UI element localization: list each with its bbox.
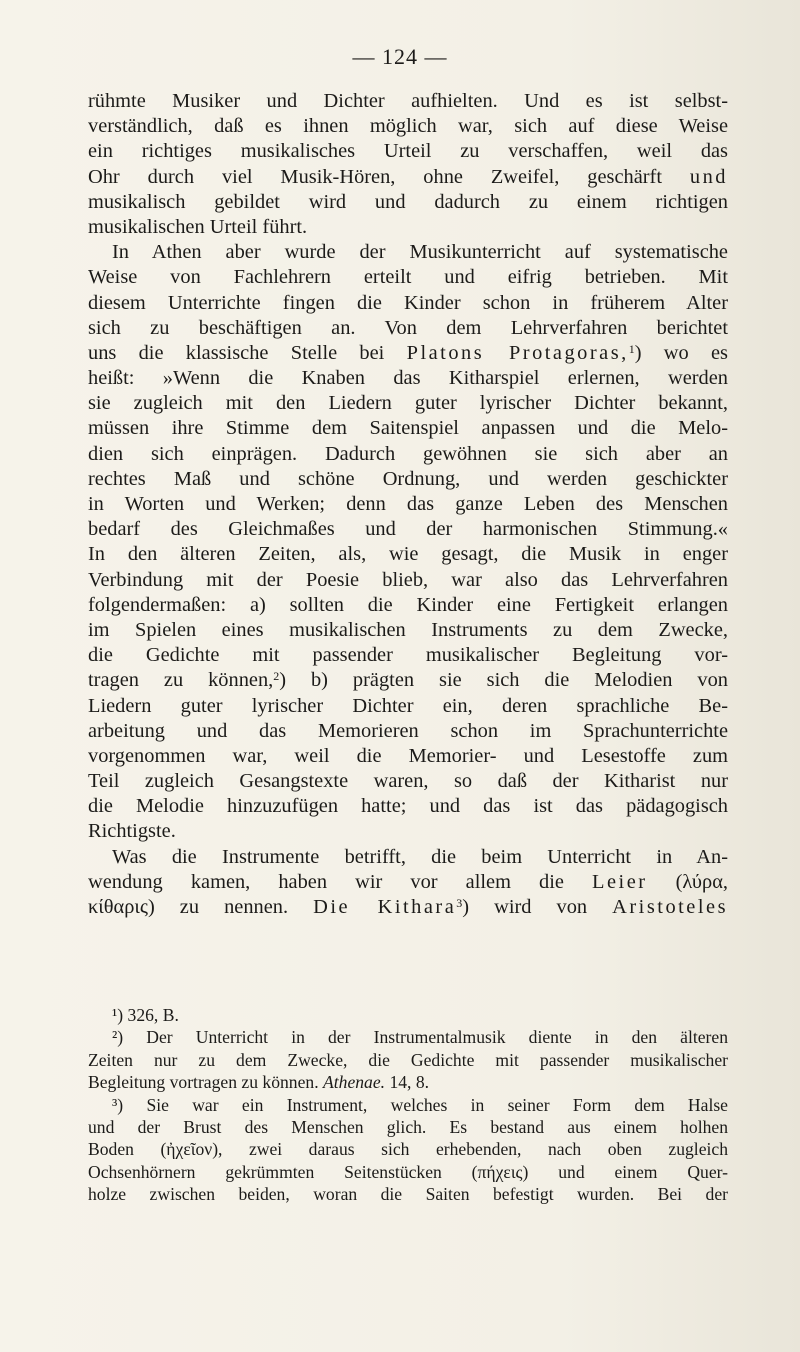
footnote-line: und der Brust des Menschen glich. Es bestand aus einem holhen <box>88 1116 728 1137</box>
footnote-line: ²) Der Unterricht in der Instrumentalmusik diente in den älteren <box>112 1027 728 1048</box>
text-line <box>88 895 728 920</box>
text-line: die Melodie hinzuzufügen hatte; und das ist das pädagogisch <box>88 795 728 818</box>
italic-citation: Athenae. <box>323 1072 386 1093</box>
text-line: verständlich, daß es ihnen möglich war, sich auf diese Weise <box>88 115 728 138</box>
text-line: arbeitung und das Memorieren schon im Sprachunterrichte <box>88 719 728 742</box>
text-line: in Worten und Werken; denn das ganze Leben des Menschen <box>88 493 728 515</box>
footnote-line: ³) Sie war ein Instrument, welches in seiner Form dem Halse <box>112 1094 728 1115</box>
text-line <box>88 165 728 190</box>
text-line: Verbindung mit der Poesie blieb, war also das Lehrverfahren <box>88 568 728 591</box>
text-line: Was die Instrumente betrifft, die beim Unterricht in An- <box>112 845 728 868</box>
spaced-name: Platons Protagoras, <box>406 341 629 364</box>
text-line: Liedern guter lyrischer Dichter ein, deren sprachliche Be- <box>88 694 728 717</box>
text-run: Begleitung vortragen zu können. <box>88 1072 324 1093</box>
text-run: κίθαρις) zu nennen. <box>88 896 314 918</box>
text-line: Teil zugleich Gesangstexte waren, so daß der Kitharist nur <box>88 770 728 793</box>
page-number: — 124 — <box>352 44 448 69</box>
spaced-name: Die Kithara <box>313 896 457 918</box>
text-line: Weise von Fachlehrern erteilt und eifrig betrieben. Mit <box>88 266 728 289</box>
footnote-marker: 3 <box>456 896 463 910</box>
text-line: rechtes Maß und schöne Ordnung, und werden geschickter <box>88 467 728 490</box>
text-run: wendung kamen, haben wir vor allem die <box>88 870 593 893</box>
text-line: diesem Unterrichte fingen die Kinder schon in früherem Alter <box>88 291 728 314</box>
footnote-line: Boden (ἠχεῖον), zwei daraus sich erhebenden, nach oben zugleich <box>88 1139 728 1160</box>
spaced-name: Leier <box>592 870 648 893</box>
text-line: folgendermaßen: a) sollten die Kinder eine Fertigkeit erlangen <box>88 593 728 616</box>
footnote-marker: 1 <box>628 341 635 356</box>
spaced-name: Aristoteles <box>612 896 728 918</box>
text-line: sie zugleich mit den Liedern guter lyrischer Dichter bekannt, <box>88 392 728 415</box>
text-run: ) wo es <box>634 341 728 364</box>
text-line: Richtigste. <box>88 820 176 843</box>
text-line: im Spielen eines musikalischen Instruments zu dem Zwecke, <box>88 618 728 641</box>
footnote-line: Zeiten nur zu dem Zwecke, die Gedichte mit passender musikalischer <box>88 1049 728 1070</box>
text-line: In Athen aber wurde der Musikunterricht auf systematische <box>112 241 728 264</box>
body-text <box>88 89 728 920</box>
text-line: die Gedichte mit passender musikalischer Begleitung vor- <box>88 644 728 667</box>
text-line: musikalischen Urteil führt. <box>88 215 308 238</box>
text-line: musikalisch gebildet wird und dadurch zu einem richtigen <box>88 190 728 213</box>
text-run: ) wird von <box>462 896 613 918</box>
footnote-line: Ochsenhörnern gekrümmten Seitenstücken (πήχεις) und einem Quer- <box>88 1161 728 1182</box>
text-run: (λύρα, <box>647 870 728 893</box>
text-line: heißt: »Wenn die Knaben das Kitharspiel erlernen, werden <box>88 367 728 390</box>
text-run: tragen zu können, <box>88 669 274 692</box>
text-line: sich zu beschäftigen an. Von dem Lehrverfahren berichtet <box>88 316 728 339</box>
footnote-line <box>88 1071 728 1093</box>
text-run: 14, 8. <box>385 1072 430 1093</box>
text-line: ein richtiges musikalisches Urteil zu verschaffen, weil das <box>88 140 728 163</box>
footnote-line: ¹) 326, B. <box>112 1005 179 1025</box>
text-line: müssen ihre Stimme dem Saitenspiel anpassen und die Melo- <box>88 417 728 440</box>
text-line: vorgenommen war, weil die Memorier- und Lesestoffe zum <box>88 744 728 767</box>
text-line: rühmte Musiker und Dichter aufhielten. Und es ist selbst- <box>88 90 728 112</box>
text-run: ) b) prägten sie sich die Melodien von <box>279 669 728 692</box>
text-run: Ohr durch viel Musik-Hören, ohne Zweifel, geschärft <box>88 165 690 188</box>
text-line: bedarf des Gleichmaßes und der harmonischen Stimmung.« <box>88 518 728 541</box>
text-line <box>88 870 728 895</box>
text-line: In den älteren Zeiten, als, wie gesagt, die Musik in enger <box>88 543 728 566</box>
spaced-name: und <box>689 165 728 188</box>
footnote-marker: 2 <box>273 669 280 684</box>
footnote-line: holze zwischen beiden, woran die Saiten befestigt wurden. Bei der <box>88 1184 728 1205</box>
text-run: uns die klassische Stelle bei <box>88 341 407 364</box>
footnotes <box>88 1004 728 1206</box>
text-line: dien sich einprägen. Dadurch gewöhnen sie sich aber an <box>88 442 728 465</box>
text-line <box>88 341 728 366</box>
text-line <box>88 668 728 693</box>
